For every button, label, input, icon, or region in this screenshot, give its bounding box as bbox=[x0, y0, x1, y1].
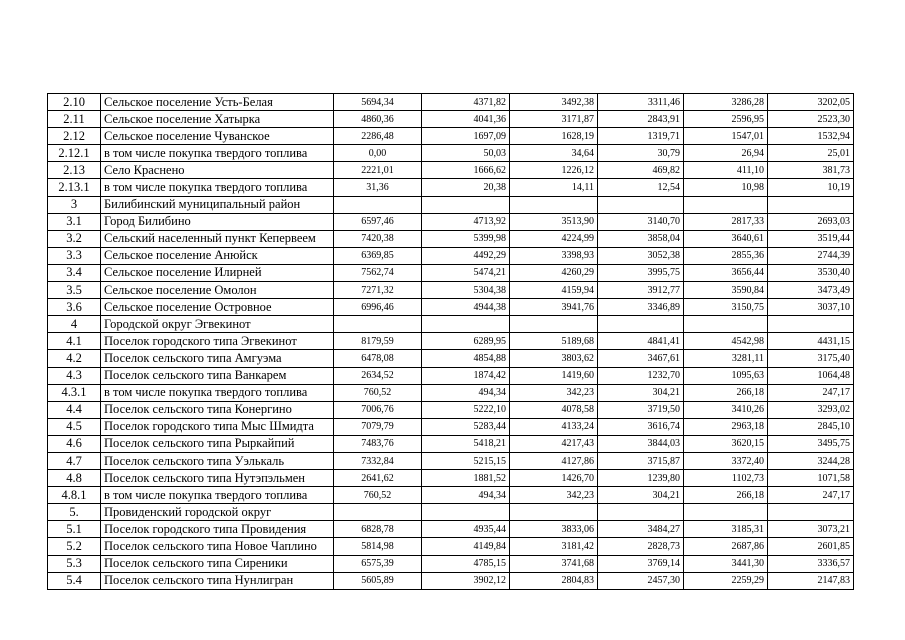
value-cell-6: 3293,02 bbox=[768, 401, 854, 418]
value-cell-4: 12,54 bbox=[598, 179, 684, 196]
settlement-name-cell: Сельское поселение Анюйск bbox=[101, 247, 334, 264]
value-cell-5: 1547,01 bbox=[684, 128, 768, 145]
row-number-cell: 4.8 bbox=[48, 470, 101, 487]
value-cell-1: 7271,32 bbox=[334, 282, 422, 299]
value-cell-2: 4944,38 bbox=[422, 299, 510, 316]
table-row bbox=[48, 452, 854, 469]
value-cell-3: 4260,29 bbox=[510, 264, 598, 281]
value-cell-5: 10,98 bbox=[684, 179, 768, 196]
value-cell-2: 20,38 bbox=[422, 179, 510, 196]
value-cell-5: 2855,36 bbox=[684, 247, 768, 264]
value-cell-5: 3640,61 bbox=[684, 230, 768, 247]
value-cell-1: 7562,74 bbox=[334, 264, 422, 281]
value-cell-3: 3833,06 bbox=[510, 521, 598, 538]
value-cell-3: 4078,58 bbox=[510, 401, 598, 418]
value-cell-1: 7079,79 bbox=[334, 418, 422, 435]
value-cell-5 bbox=[684, 196, 768, 213]
value-cell-3: 1419,60 bbox=[510, 367, 598, 384]
value-cell-5: 266,18 bbox=[684, 384, 768, 401]
value-cell-6 bbox=[768, 316, 854, 333]
value-cell-5: 3441,30 bbox=[684, 555, 768, 572]
value-cell-3: 3398,93 bbox=[510, 247, 598, 264]
value-cell-5: 3372,40 bbox=[684, 452, 768, 469]
value-cell-5: 1102,73 bbox=[684, 470, 768, 487]
value-cell-4: 3616,74 bbox=[598, 418, 684, 435]
row-number-cell: 2.10 bbox=[48, 94, 101, 111]
value-cell-2: 4785,15 bbox=[422, 555, 510, 572]
value-cell-1 bbox=[334, 196, 422, 213]
row-number-cell: 5.3 bbox=[48, 555, 101, 572]
value-cell-5: 26,94 bbox=[684, 145, 768, 162]
value-cell-6: 1064,48 bbox=[768, 367, 854, 384]
value-cell-5: 4542,98 bbox=[684, 333, 768, 350]
settlement-name-cell: Поселок сельского типа Амгуэма bbox=[101, 350, 334, 367]
value-cell-2: 5222,10 bbox=[422, 401, 510, 418]
table-row bbox=[48, 196, 854, 213]
tariff-table bbox=[47, 93, 854, 590]
settlement-name-cell: Село Краснено bbox=[101, 162, 334, 179]
value-cell-2: 4713,92 bbox=[422, 213, 510, 230]
value-cell-3: 3181,42 bbox=[510, 538, 598, 555]
value-cell-1: 6597,46 bbox=[334, 213, 422, 230]
row-number-cell: 2.13 bbox=[48, 162, 101, 179]
value-cell-6: 10,19 bbox=[768, 179, 854, 196]
value-cell-4: 1239,80 bbox=[598, 470, 684, 487]
value-cell-6: 2845,10 bbox=[768, 418, 854, 435]
value-cell-4: 3995,75 bbox=[598, 264, 684, 281]
value-cell-5 bbox=[684, 316, 768, 333]
value-cell-5: 3185,31 bbox=[684, 521, 768, 538]
value-cell-5: 411,10 bbox=[684, 162, 768, 179]
value-cell-3: 1426,70 bbox=[510, 470, 598, 487]
value-cell-3: 4159,94 bbox=[510, 282, 598, 299]
value-cell-2: 1881,52 bbox=[422, 470, 510, 487]
settlement-name-cell: Сельское поселение Усть-Белая bbox=[101, 94, 334, 111]
value-cell-2: 1666,62 bbox=[422, 162, 510, 179]
value-cell-4: 3769,14 bbox=[598, 555, 684, 572]
table-row bbox=[48, 179, 854, 196]
value-cell-3: 14,11 bbox=[510, 179, 598, 196]
table-row bbox=[48, 111, 854, 128]
value-cell-1: 7332,84 bbox=[334, 452, 422, 469]
value-cell-6: 1532,94 bbox=[768, 128, 854, 145]
value-cell-4 bbox=[598, 196, 684, 213]
settlement-name-cell: Сельское поселение Илирней bbox=[101, 264, 334, 281]
value-cell-5 bbox=[684, 504, 768, 521]
row-number-cell: 4.4 bbox=[48, 401, 101, 418]
table-row bbox=[48, 316, 854, 333]
row-number-cell: 4.8.1 bbox=[48, 487, 101, 504]
table-row bbox=[48, 418, 854, 435]
value-cell-4: 3140,70 bbox=[598, 213, 684, 230]
value-cell-6: 4431,15 bbox=[768, 333, 854, 350]
row-number-cell: 3.3 bbox=[48, 247, 101, 264]
row-number-cell: 4.3.1 bbox=[48, 384, 101, 401]
settlement-name-cell: Город Билибино bbox=[101, 213, 334, 230]
value-cell-5: 3656,44 bbox=[684, 264, 768, 281]
table-row bbox=[48, 572, 854, 589]
value-cell-5: 3620,15 bbox=[684, 435, 768, 452]
settlement-name-cell: Сельское поселение Островное bbox=[101, 299, 334, 316]
table-row bbox=[48, 128, 854, 145]
row-number-cell: 3 bbox=[48, 196, 101, 213]
value-cell-1: 6996,46 bbox=[334, 299, 422, 316]
row-number-cell: 3.6 bbox=[48, 299, 101, 316]
table-row bbox=[48, 282, 854, 299]
row-number-cell: 5. bbox=[48, 504, 101, 521]
value-cell-1: 5694,34 bbox=[334, 94, 422, 111]
settlement-name-cell: Поселок городского типа Мыс Шмидта bbox=[101, 418, 334, 435]
value-cell-5: 3281,11 bbox=[684, 350, 768, 367]
value-cell-3: 4133,24 bbox=[510, 418, 598, 435]
value-cell-3: 34,64 bbox=[510, 145, 598, 162]
row-number-cell: 5.2 bbox=[48, 538, 101, 555]
value-cell-2: 1697,09 bbox=[422, 128, 510, 145]
value-cell-2: 4041,36 bbox=[422, 111, 510, 128]
value-cell-6: 3073,21 bbox=[768, 521, 854, 538]
table-row bbox=[48, 555, 854, 572]
row-number-cell: 3.5 bbox=[48, 282, 101, 299]
value-cell-5: 266,18 bbox=[684, 487, 768, 504]
value-cell-3: 1628,19 bbox=[510, 128, 598, 145]
value-cell-3 bbox=[510, 316, 598, 333]
value-cell-1: 6575,39 bbox=[334, 555, 422, 572]
value-cell-6: 3336,57 bbox=[768, 555, 854, 572]
table-row bbox=[48, 247, 854, 264]
value-cell-1: 2286,48 bbox=[334, 128, 422, 145]
value-cell-5: 2817,33 bbox=[684, 213, 768, 230]
settlement-name-cell: Поселок сельского типа Нутэпэльмен bbox=[101, 470, 334, 487]
value-cell-4: 1319,71 bbox=[598, 128, 684, 145]
table-row bbox=[48, 94, 854, 111]
value-cell-3: 4217,43 bbox=[510, 435, 598, 452]
value-cell-6: 247,17 bbox=[768, 384, 854, 401]
row-number-cell: 2.12.1 bbox=[48, 145, 101, 162]
value-cell-3: 1226,12 bbox=[510, 162, 598, 179]
value-cell-1: 2221,01 bbox=[334, 162, 422, 179]
value-cell-3: 4127,86 bbox=[510, 452, 598, 469]
table-row bbox=[48, 538, 854, 555]
value-cell-3 bbox=[510, 196, 598, 213]
value-cell-3: 342,23 bbox=[510, 487, 598, 504]
value-cell-1: 5814,98 bbox=[334, 538, 422, 555]
value-cell-2: 4935,44 bbox=[422, 521, 510, 538]
settlement-name-cell: в том числе покупка твердого топлива bbox=[101, 384, 334, 401]
settlement-name-cell: Поселок сельского типа Уэлькаль bbox=[101, 452, 334, 469]
value-cell-1: 7420,38 bbox=[334, 230, 422, 247]
value-cell-6: 3519,44 bbox=[768, 230, 854, 247]
value-cell-1 bbox=[334, 316, 422, 333]
value-cell-2: 4854,88 bbox=[422, 350, 510, 367]
value-cell-4: 304,21 bbox=[598, 487, 684, 504]
row-number-cell: 3.1 bbox=[48, 213, 101, 230]
value-cell-6: 25,01 bbox=[768, 145, 854, 162]
value-cell-2: 5215,15 bbox=[422, 452, 510, 469]
value-cell-5: 1095,63 bbox=[684, 367, 768, 384]
value-cell-4: 469,82 bbox=[598, 162, 684, 179]
value-cell-2: 494,34 bbox=[422, 487, 510, 504]
value-cell-4: 3311,46 bbox=[598, 94, 684, 111]
table-row bbox=[48, 487, 854, 504]
value-cell-6: 2523,30 bbox=[768, 111, 854, 128]
table-row bbox=[48, 470, 854, 487]
value-cell-4: 3715,87 bbox=[598, 452, 684, 469]
table-row bbox=[48, 213, 854, 230]
value-cell-5: 2963,18 bbox=[684, 418, 768, 435]
settlement-name-cell: в том числе покупка твердого топлива bbox=[101, 487, 334, 504]
settlement-name-cell: Сельский населенный пункт Кепервеем bbox=[101, 230, 334, 247]
settlement-name-cell: Поселок сельского типа Конергино bbox=[101, 401, 334, 418]
settlement-name-cell: Поселок городского типа Эгвекинот bbox=[101, 333, 334, 350]
value-cell-3: 3941,76 bbox=[510, 299, 598, 316]
value-cell-4: 4841,41 bbox=[598, 333, 684, 350]
settlement-name-cell: Поселок городского типа Провидения bbox=[101, 521, 334, 538]
value-cell-2: 494,34 bbox=[422, 384, 510, 401]
value-cell-2: 5474,21 bbox=[422, 264, 510, 281]
value-cell-1: 8179,59 bbox=[334, 333, 422, 350]
value-cell-1: 760,52 bbox=[334, 384, 422, 401]
value-cell-2: 4149,84 bbox=[422, 538, 510, 555]
row-number-cell: 3.2 bbox=[48, 230, 101, 247]
value-cell-1: 6828,78 bbox=[334, 521, 422, 538]
value-cell-1: 7006,76 bbox=[334, 401, 422, 418]
row-number-cell: 2.12 bbox=[48, 128, 101, 145]
value-cell-2: 6289,95 bbox=[422, 333, 510, 350]
value-cell-6: 3244,28 bbox=[768, 452, 854, 469]
row-number-cell: 4.3 bbox=[48, 367, 101, 384]
value-cell-3: 3492,38 bbox=[510, 94, 598, 111]
value-cell-4: 1232,70 bbox=[598, 367, 684, 384]
row-number-cell: 5.1 bbox=[48, 521, 101, 538]
settlement-name-cell: в том числе покупка твердого топлива bbox=[101, 179, 334, 196]
value-cell-4: 2843,91 bbox=[598, 111, 684, 128]
value-cell-5: 2687,86 bbox=[684, 538, 768, 555]
value-cell-6: 3473,49 bbox=[768, 282, 854, 299]
value-cell-4 bbox=[598, 316, 684, 333]
value-cell-3: 3171,87 bbox=[510, 111, 598, 128]
value-cell-6: 247,17 bbox=[768, 487, 854, 504]
settlement-name-cell: Сельское поселение Омолон bbox=[101, 282, 334, 299]
value-cell-4: 2457,30 bbox=[598, 572, 684, 589]
value-cell-1: 6478,08 bbox=[334, 350, 422, 367]
table-body bbox=[48, 94, 854, 590]
value-cell-1: 2634,52 bbox=[334, 367, 422, 384]
value-cell-2 bbox=[422, 196, 510, 213]
table-row bbox=[48, 264, 854, 281]
value-cell-1: 4860,36 bbox=[334, 111, 422, 128]
value-cell-5: 3286,28 bbox=[684, 94, 768, 111]
value-cell-5: 3590,84 bbox=[684, 282, 768, 299]
value-cell-3: 4224,99 bbox=[510, 230, 598, 247]
value-cell-4: 3484,27 bbox=[598, 521, 684, 538]
value-cell-2: 50,03 bbox=[422, 145, 510, 162]
value-cell-4: 3844,03 bbox=[598, 435, 684, 452]
table-row bbox=[48, 435, 854, 452]
value-cell-1: 5605,89 bbox=[334, 572, 422, 589]
table-row bbox=[48, 350, 854, 367]
value-cell-1: 31,36 bbox=[334, 179, 422, 196]
value-cell-1: 7483,76 bbox=[334, 435, 422, 452]
value-cell-4 bbox=[598, 504, 684, 521]
table-row bbox=[48, 401, 854, 418]
value-cell-2: 3902,12 bbox=[422, 572, 510, 589]
table-row bbox=[48, 145, 854, 162]
row-number-cell: 4.1 bbox=[48, 333, 101, 350]
value-cell-2 bbox=[422, 316, 510, 333]
settlement-name-cell: Билибинский муниципальный район bbox=[101, 196, 334, 213]
value-cell-1: 0,00 bbox=[334, 145, 422, 162]
value-cell-6: 1071,58 bbox=[768, 470, 854, 487]
value-cell-4: 30,79 bbox=[598, 145, 684, 162]
value-cell-6: 2147,83 bbox=[768, 572, 854, 589]
table-row bbox=[48, 299, 854, 316]
value-cell-6 bbox=[768, 504, 854, 521]
row-number-cell: 2.13.1 bbox=[48, 179, 101, 196]
value-cell-4: 3052,38 bbox=[598, 247, 684, 264]
table-row bbox=[48, 230, 854, 247]
table-row bbox=[48, 333, 854, 350]
table-row bbox=[48, 521, 854, 538]
settlement-name-cell: Провиденский городской округ bbox=[101, 504, 334, 521]
settlement-name-cell: Сельское поселение Чуванское bbox=[101, 128, 334, 145]
value-cell-4: 304,21 bbox=[598, 384, 684, 401]
value-cell-2: 5399,98 bbox=[422, 230, 510, 247]
value-cell-2: 5283,44 bbox=[422, 418, 510, 435]
row-number-cell: 4.7 bbox=[48, 452, 101, 469]
row-number-cell: 4.5 bbox=[48, 418, 101, 435]
settlement-name-cell: в том числе покупка твердого топлива bbox=[101, 145, 334, 162]
value-cell-1: 2641,62 bbox=[334, 470, 422, 487]
value-cell-1: 6369,85 bbox=[334, 247, 422, 264]
row-number-cell: 4.2 bbox=[48, 350, 101, 367]
value-cell-6: 3495,75 bbox=[768, 435, 854, 452]
value-cell-3 bbox=[510, 504, 598, 521]
value-cell-4: 3912,77 bbox=[598, 282, 684, 299]
table-row bbox=[48, 504, 854, 521]
value-cell-6: 3530,40 bbox=[768, 264, 854, 281]
value-cell-3: 5189,68 bbox=[510, 333, 598, 350]
value-cell-6: 2693,03 bbox=[768, 213, 854, 230]
settlement-name-cell: Сельское поселение Хатырка bbox=[101, 111, 334, 128]
value-cell-6: 3037,10 bbox=[768, 299, 854, 316]
value-cell-2: 5418,21 bbox=[422, 435, 510, 452]
settlement-name-cell: Городской округ Эгвекинот bbox=[101, 316, 334, 333]
value-cell-1: 760,52 bbox=[334, 487, 422, 504]
value-cell-3: 3803,62 bbox=[510, 350, 598, 367]
row-number-cell: 2.11 bbox=[48, 111, 101, 128]
value-cell-4: 3346,89 bbox=[598, 299, 684, 316]
settlement-name-cell: Поселок сельского типа Рыркайпий bbox=[101, 435, 334, 452]
value-cell-6: 381,73 bbox=[768, 162, 854, 179]
value-cell-3: 342,23 bbox=[510, 384, 598, 401]
value-cell-2: 4492,29 bbox=[422, 247, 510, 264]
value-cell-3: 3741,68 bbox=[510, 555, 598, 572]
value-cell-3: 3513,90 bbox=[510, 213, 598, 230]
value-cell-5: 3410,26 bbox=[684, 401, 768, 418]
settlement-name-cell: Поселок сельского типа Ванкарем bbox=[101, 367, 334, 384]
value-cell-2: 4371,82 bbox=[422, 94, 510, 111]
value-cell-5: 2596,95 bbox=[684, 111, 768, 128]
value-cell-2 bbox=[422, 504, 510, 521]
row-number-cell: 4 bbox=[48, 316, 101, 333]
settlement-name-cell: Поселок сельского типа Новое Чаплино bbox=[101, 538, 334, 555]
value-cell-4: 2828,73 bbox=[598, 538, 684, 555]
value-cell-4: 3719,50 bbox=[598, 401, 684, 418]
value-cell-3: 2804,83 bbox=[510, 572, 598, 589]
value-cell-6: 3175,40 bbox=[768, 350, 854, 367]
value-cell-4: 3467,61 bbox=[598, 350, 684, 367]
value-cell-2: 5304,38 bbox=[422, 282, 510, 299]
table-row bbox=[48, 162, 854, 179]
value-cell-6: 2601,85 bbox=[768, 538, 854, 555]
settlement-name-cell: Поселок сельского типа Сиреники bbox=[101, 555, 334, 572]
value-cell-4: 3858,04 bbox=[598, 230, 684, 247]
row-number-cell: 3.4 bbox=[48, 264, 101, 281]
value-cell-5: 3150,75 bbox=[684, 299, 768, 316]
value-cell-6: 2744,39 bbox=[768, 247, 854, 264]
value-cell-6: 3202,05 bbox=[768, 94, 854, 111]
value-cell-2: 1874,42 bbox=[422, 367, 510, 384]
value-cell-6 bbox=[768, 196, 854, 213]
row-number-cell: 5.4 bbox=[48, 572, 101, 589]
table-row bbox=[48, 367, 854, 384]
value-cell-5: 2259,29 bbox=[684, 572, 768, 589]
row-number-cell: 4.6 bbox=[48, 435, 101, 452]
table-row bbox=[48, 384, 854, 401]
settlement-name-cell: Поселок сельского типа Нунлигран bbox=[101, 572, 334, 589]
value-cell-1 bbox=[334, 504, 422, 521]
